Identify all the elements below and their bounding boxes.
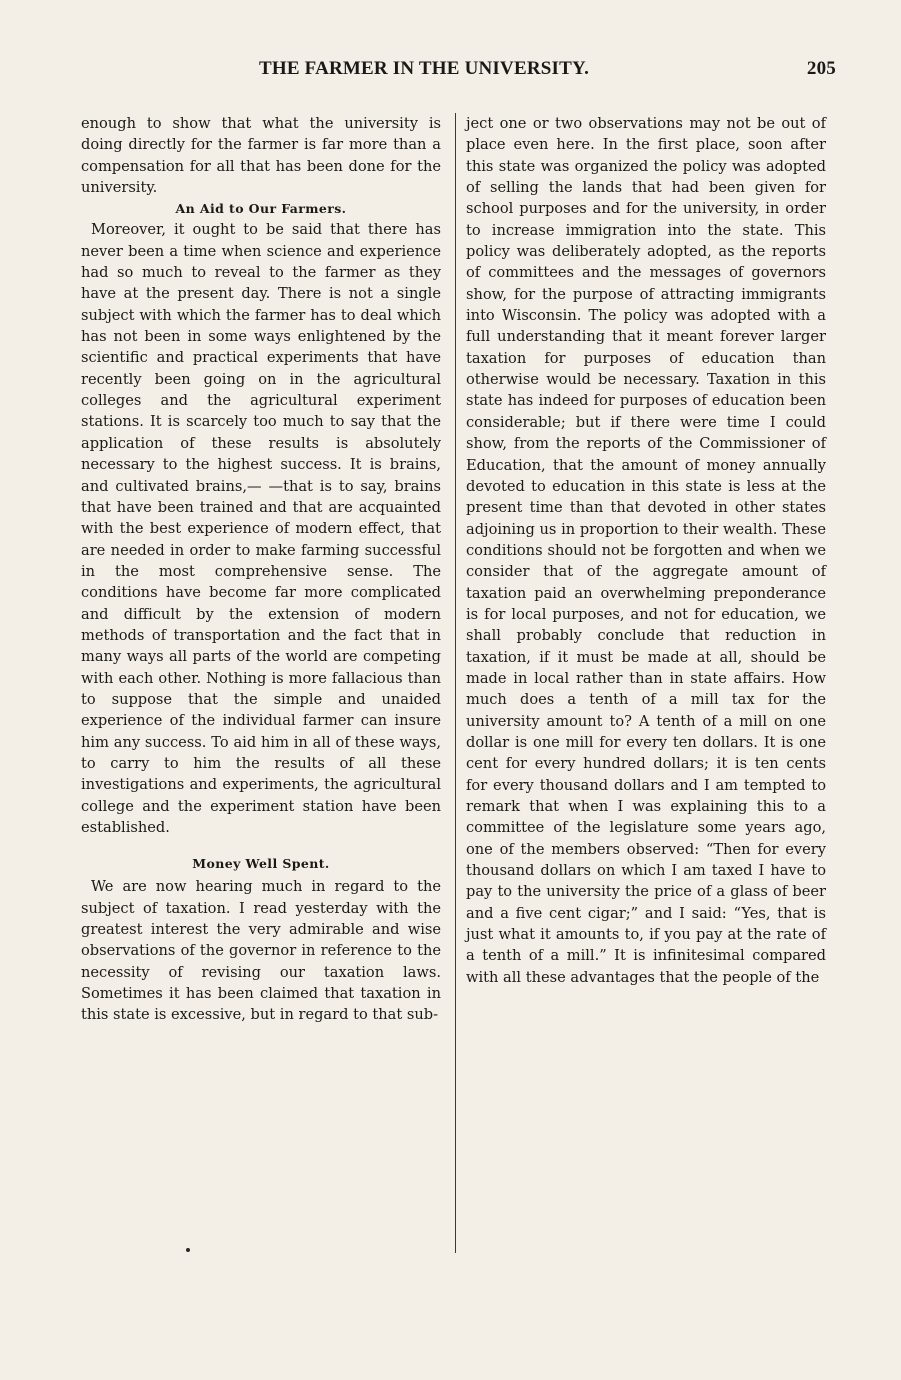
page-number: 205 <box>806 58 836 79</box>
section-heading: Money Well Spent. <box>192 856 330 872</box>
right-column <box>466 113 826 988</box>
paragraph: ject one or two observations may not be out of place even here. In the first place, soon after this state was organized the policy was adopted of selling the lands that had been given for school purposes and for the university, in order to increase immigration into the state. This policy was deliberately adopted, as the reports of committees and the messages of governors show, for the purpose of attracting immigrants into Wisconsin. The policy was adopted with a full understanding that it meant forever larger taxation for purposes of education than otherwise would be necessary. Taxation in this state has indeed for purposes of education been considerable; but if there were time I could show, from the reports of the Commissioner of Education, that the amount of money annually devoted to education in this state is less at the present time than that devoted in other states adjoining us in proportion to their wealth. These conditions should not be forgotten and when we consider that of the aggregate amount of taxation paid an overwhelming preponderance is for local purposes, and not for education, we shall probably conclude that reduction in taxation, if it must be made at all, should be made in local rather than in state affairs. How much does a tenth of a mill tax for the university amount to? A tenth of a mill on one dollar is one mill for every ten dollars. It is one cent for every hundred dollars; it is ten cents for every thousand dollars and I am tempted to remark that when I was explaining this to a committee of the legislature some years ago, one of the members observed: “Then for every thousand dollars on which I am taxed I have to pay to the university the price of a glass of beer and a five cent cigar;” and I said: “Yes, that is just what it amounts to, if you pay at the rate of a tenth of a mill.” It is infinitesimal compared with all these advantages that the people of the <box>466 115 826 986</box>
paragraph: We are now hearing much in regard to the subject of taxation. I read yesterday with the greatest interest the very admirable and wise observations of the governor in reference to the necessity of revising our taxation laws. Sometimes it has been claimed that taxation in this state is excessive, but in regard to that sub- <box>81 878 441 1024</box>
section-heading: An Aid to Our Farmers. <box>175 201 347 217</box>
ink-speck <box>186 1248 190 1252</box>
paragraph: Moreover, it ought to be said that there has never been a time when science and experience had so much to reveal to the farmer as they have at the present day. There is not a single subject with which the farmer has to deal which has not been in some ways enlightened by the scientific and practical experiments that have recently been going on in the agricultural colleges and the agricultural experiment stations. It is scarcely too much to say that the application of these results is absolutely necessary to the highest success. It is brains, and cultivated brains,— —that is to say, brains that have been trained and that are acquainted with the best experience of modern effect, that are needed in order to make farming successful in the most comprehensive sense. The conditions have become far more complicated and difficult by the extension of modern methods of transportation and the fact that in many ways all parts of the world are competing with each other. Nothing is more fallacious than to suppose that the simple and unaided experience of the individual farmer can insure him any success. To aid him in all of these ways, to carry to him the results of all these investigations and experiments, the agricultural college and the experiment station have been established. <box>81 221 441 836</box>
running-head <box>86 58 836 84</box>
running-title: THE FARMER IN THE UNIVERSITY. <box>259 58 590 79</box>
left-column <box>81 113 441 1026</box>
paragraph: enough to show that what the university is doing directly for the farmer is far more than a compensation for all that has been done for the university. <box>81 115 441 197</box>
column-divider <box>455 113 456 1253</box>
